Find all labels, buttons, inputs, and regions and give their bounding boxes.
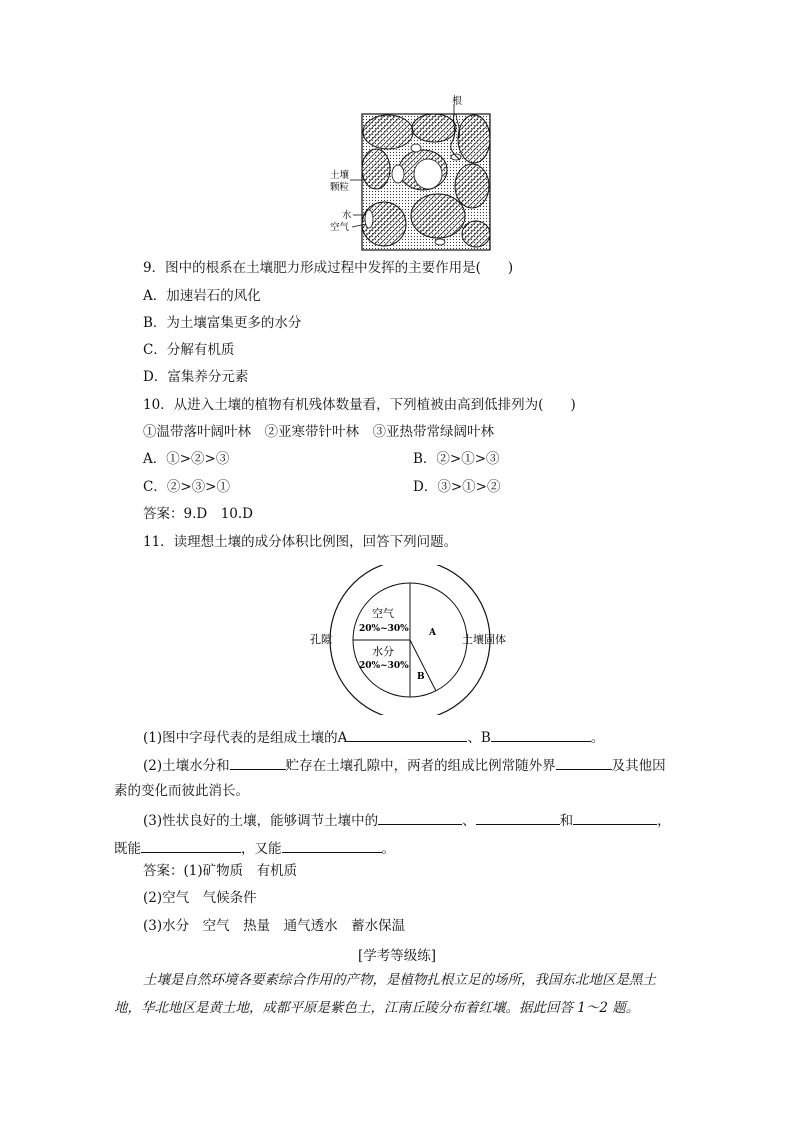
q10-option-c: C．②>③>① (143, 479, 230, 495)
blank-h[interactable] (141, 838, 241, 853)
blank-b[interactable] (491, 727, 591, 742)
blank-g[interactable] (573, 810, 657, 825)
q11-stem: 11．读理想土壤的成分体积比例图，回答下列问题。 (143, 534, 458, 550)
answer-9-10: 答案：9.D 10.D (143, 506, 253, 522)
q9-option-c: C．分解有机质 (143, 342, 235, 358)
soil-composition-diagram (300, 565, 520, 715)
answer-11-line3: (3)水分 空气 热量 通气透水 蓄水保温 (143, 918, 406, 934)
label-water: 水 (342, 210, 352, 221)
passage-line1: 土壤是自然环境各要素综合作用的产物，是植物扎根立足的场所，我国东北地区是黑土 (143, 972, 656, 988)
label-air-part: 空气 (372, 607, 394, 620)
q9-option-b: B．为土壤富集更多的水分 (143, 315, 302, 331)
label-pore: 孔隙 (310, 633, 332, 646)
q11-part3: (3)性状良好的土壤，能够调节土壤中的 、 和 ， (143, 810, 671, 830)
q10-items: ①温带落叶阔叶林 ②亚寒带针叶林 ③亚热带常绿阔叶林 (143, 424, 494, 440)
label-root: 根 (452, 96, 462, 107)
blank-i[interactable] (282, 838, 382, 853)
q11-part3-cont: 既能 ，又能 。 (114, 838, 395, 858)
q11-part2: (2)土壤水分和 贮存在土壤孔隙中，两者的组成比例常随外界 及其他因 (143, 755, 666, 775)
blank-f[interactable] (476, 810, 560, 825)
blank-e[interactable] (378, 810, 462, 825)
section-title: [学考等级练] (357, 948, 437, 964)
blank-a[interactable] (347, 727, 467, 742)
q10-option-b: B．②>①>③ (413, 451, 500, 467)
label-a: A (429, 628, 436, 638)
label-water-percentage: 20%~30% (359, 661, 409, 671)
label-air: 空气 (330, 222, 350, 233)
q11-part1: (1)图中字母代表的是组成土壤的A 、B 。 (143, 727, 604, 747)
q10-option-a: A．①>②>③ (143, 451, 230, 467)
q9-stem: 9．图中的根系在土壤肥力形成过程中发挥的主要作用是( ) (143, 260, 514, 276)
q9-option-d: D．富集养分元素 (143, 369, 249, 385)
label-soil-particle-1: 土壤 (330, 170, 350, 181)
q11-part2-cont: 素的变化而彼此消长。 (114, 783, 249, 799)
q10-stem: 10．从进入土壤的植物有机残体数量看，下列植被由高到低排列为( ) (143, 397, 576, 413)
q9-option-a: A．加速岩石的风化 (143, 288, 261, 304)
label-b: B (417, 672, 425, 682)
soil-structure-diagram (326, 94, 496, 254)
blank-d[interactable] (556, 755, 612, 770)
q10-option-d: D．③>①>② (413, 479, 501, 495)
label-air-percentage: 20%~30% (359, 624, 409, 634)
blank-c[interactable] (230, 755, 286, 770)
passage-line2: 地，华北地区是黄土地，成都平原是紫色土，江南丘陵分布着红壤。据此回答 1～2 题。 (114, 1000, 640, 1016)
label-soil-particle-2: 颗粒 (330, 182, 350, 193)
label-water-part: 水分 (372, 645, 394, 658)
label-soil-solid: 土壤固体 (462, 633, 506, 646)
answer-11-line1: 答案：(1)矿物质 有机质 (143, 863, 298, 879)
answer-11-line2: (2)空气 气候条件 (143, 890, 257, 906)
